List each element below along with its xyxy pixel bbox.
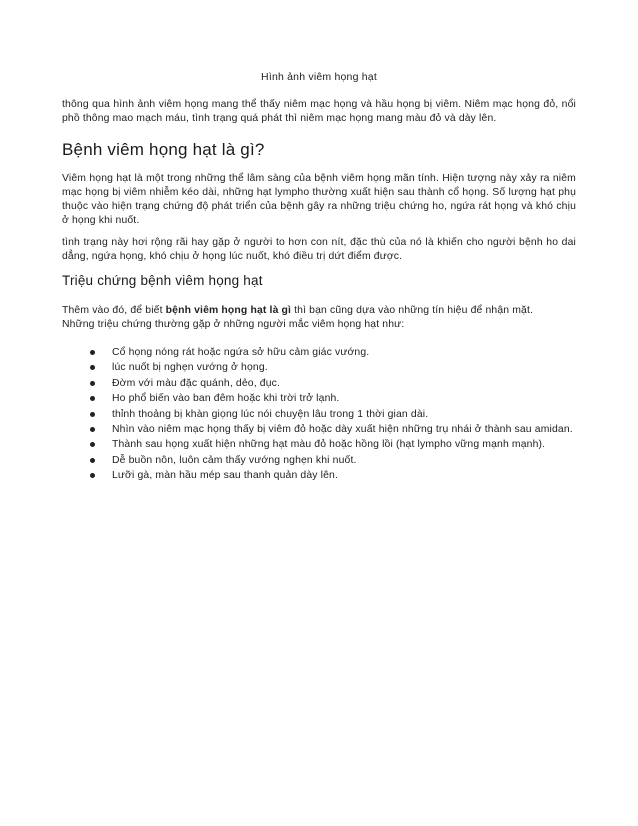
list-item [62,468,576,483]
symptoms-intro-bold: bệnh viêm họng hạt là gì [165,305,292,316]
image-caption: Hình ảnh viêm họng hạt [261,71,377,83]
bullet-icon [90,396,95,401]
list-item-text: Ho phổ biến vào ban đêm hoặc khi trời trở lạnh. [112,393,340,405]
symptoms-intro-paragraph [62,304,576,332]
list-item-text: Dễ buồn nôn, luôn cảm thấy vướng nghẹn khi nuốt. [112,454,357,466]
section-heading-symptoms: Triệu chứng bệnh viêm họng hạt [62,273,263,288]
list-item-text: Đờm với màu đặc quánh, dẻo, đục. [112,377,281,389]
list-item-text: lúc nuốt bị nghẹn vướng ở họng. [112,362,268,374]
bullet-icon [90,381,95,386]
list-item-text: Thành sau họng xuất hiện những hạt màu đỏ hoặc hồng lồi (hạt lympho vững mạnh mạnh). [112,439,546,451]
bullet-icon [90,365,95,370]
bullet-icon [90,427,95,432]
definition-paragraph: Viêm họng hạt là một trong những thể lâm sàng của bệnh viêm họng mãn tính. Hiện tượng này xảy ra niêm mạc họng bị viêm nhiễm kéo dài, những hạt lympho thường xuất hiện sau thành cổ họng. Số lượng hạt phụ thuộc vào hiện trạng chứng độ phát triển của bệnh gây ra những triệu chứng ho, ngứa rát họng và khó chịu ở họng khi nuốt. [62,173,576,226]
bullet-icon [90,442,95,447]
list-item [62,453,576,468]
list-item [62,422,576,437]
list-item-text: Cổ họng nóng rát hoặc ngứa sở hữu cảm giác vướng. [112,347,370,358]
list-item [62,360,576,375]
bullet-icon [90,350,95,355]
condition-paragraph: tình trạng này hơi rộng rãi hay gặp ở người to hơn con nít, đặc thù của nó là khiến cho người bệnh ho dai dẳng, ngứa họng, khó chịu ở họng lúc nuốt, khó điều trị dứt điểm được. [62,237,576,262]
list-item [62,376,576,391]
bullet-icon [90,412,95,417]
list-item [62,345,576,360]
list-item [62,391,576,406]
symptoms-intro-suffix: thì bạn cũng dựa vào những tín hiệu để nhận mặt. [291,305,534,316]
symptom-list [62,345,576,484]
list-item [62,437,576,452]
list-item-text: thỉnh thoảng bị khàn giọng lúc nói chuyện lâu trong 1 thời gian dài. [112,408,429,420]
bullet-icon [90,458,95,463]
symptoms-intro-line2: Những triệu chứng thường gặp ở những người mắc viêm họng hạt như: [62,319,405,330]
symptoms-intro-prefix: Thêm vào đó, để biết [62,305,166,316]
list-item-text: Nhìn vào niêm mạc họng thấy bị viêm đỏ hoặc dày xuất hiện những trụ nhái ở thành sau amidan. [112,423,573,435]
list-item [62,407,576,422]
section-heading-what-is: Bệnh viêm họng hạt là gì? [62,140,265,159]
bullet-icon [90,473,95,478]
list-item-text: Lưỡi gà, màn hầu mép sau thanh quản dày lên. [112,470,339,482]
intro-paragraph: thông qua hình ảnh viêm họng mang thể thấy niêm mạc họng và hầu họng bị viêm. Niêm mạc họng đỏ, nổi phồ thông mao mạch máu, tình trạng quá phát thì niêm mạc họng mang màu đỏ và dày lên. [62,99,576,124]
